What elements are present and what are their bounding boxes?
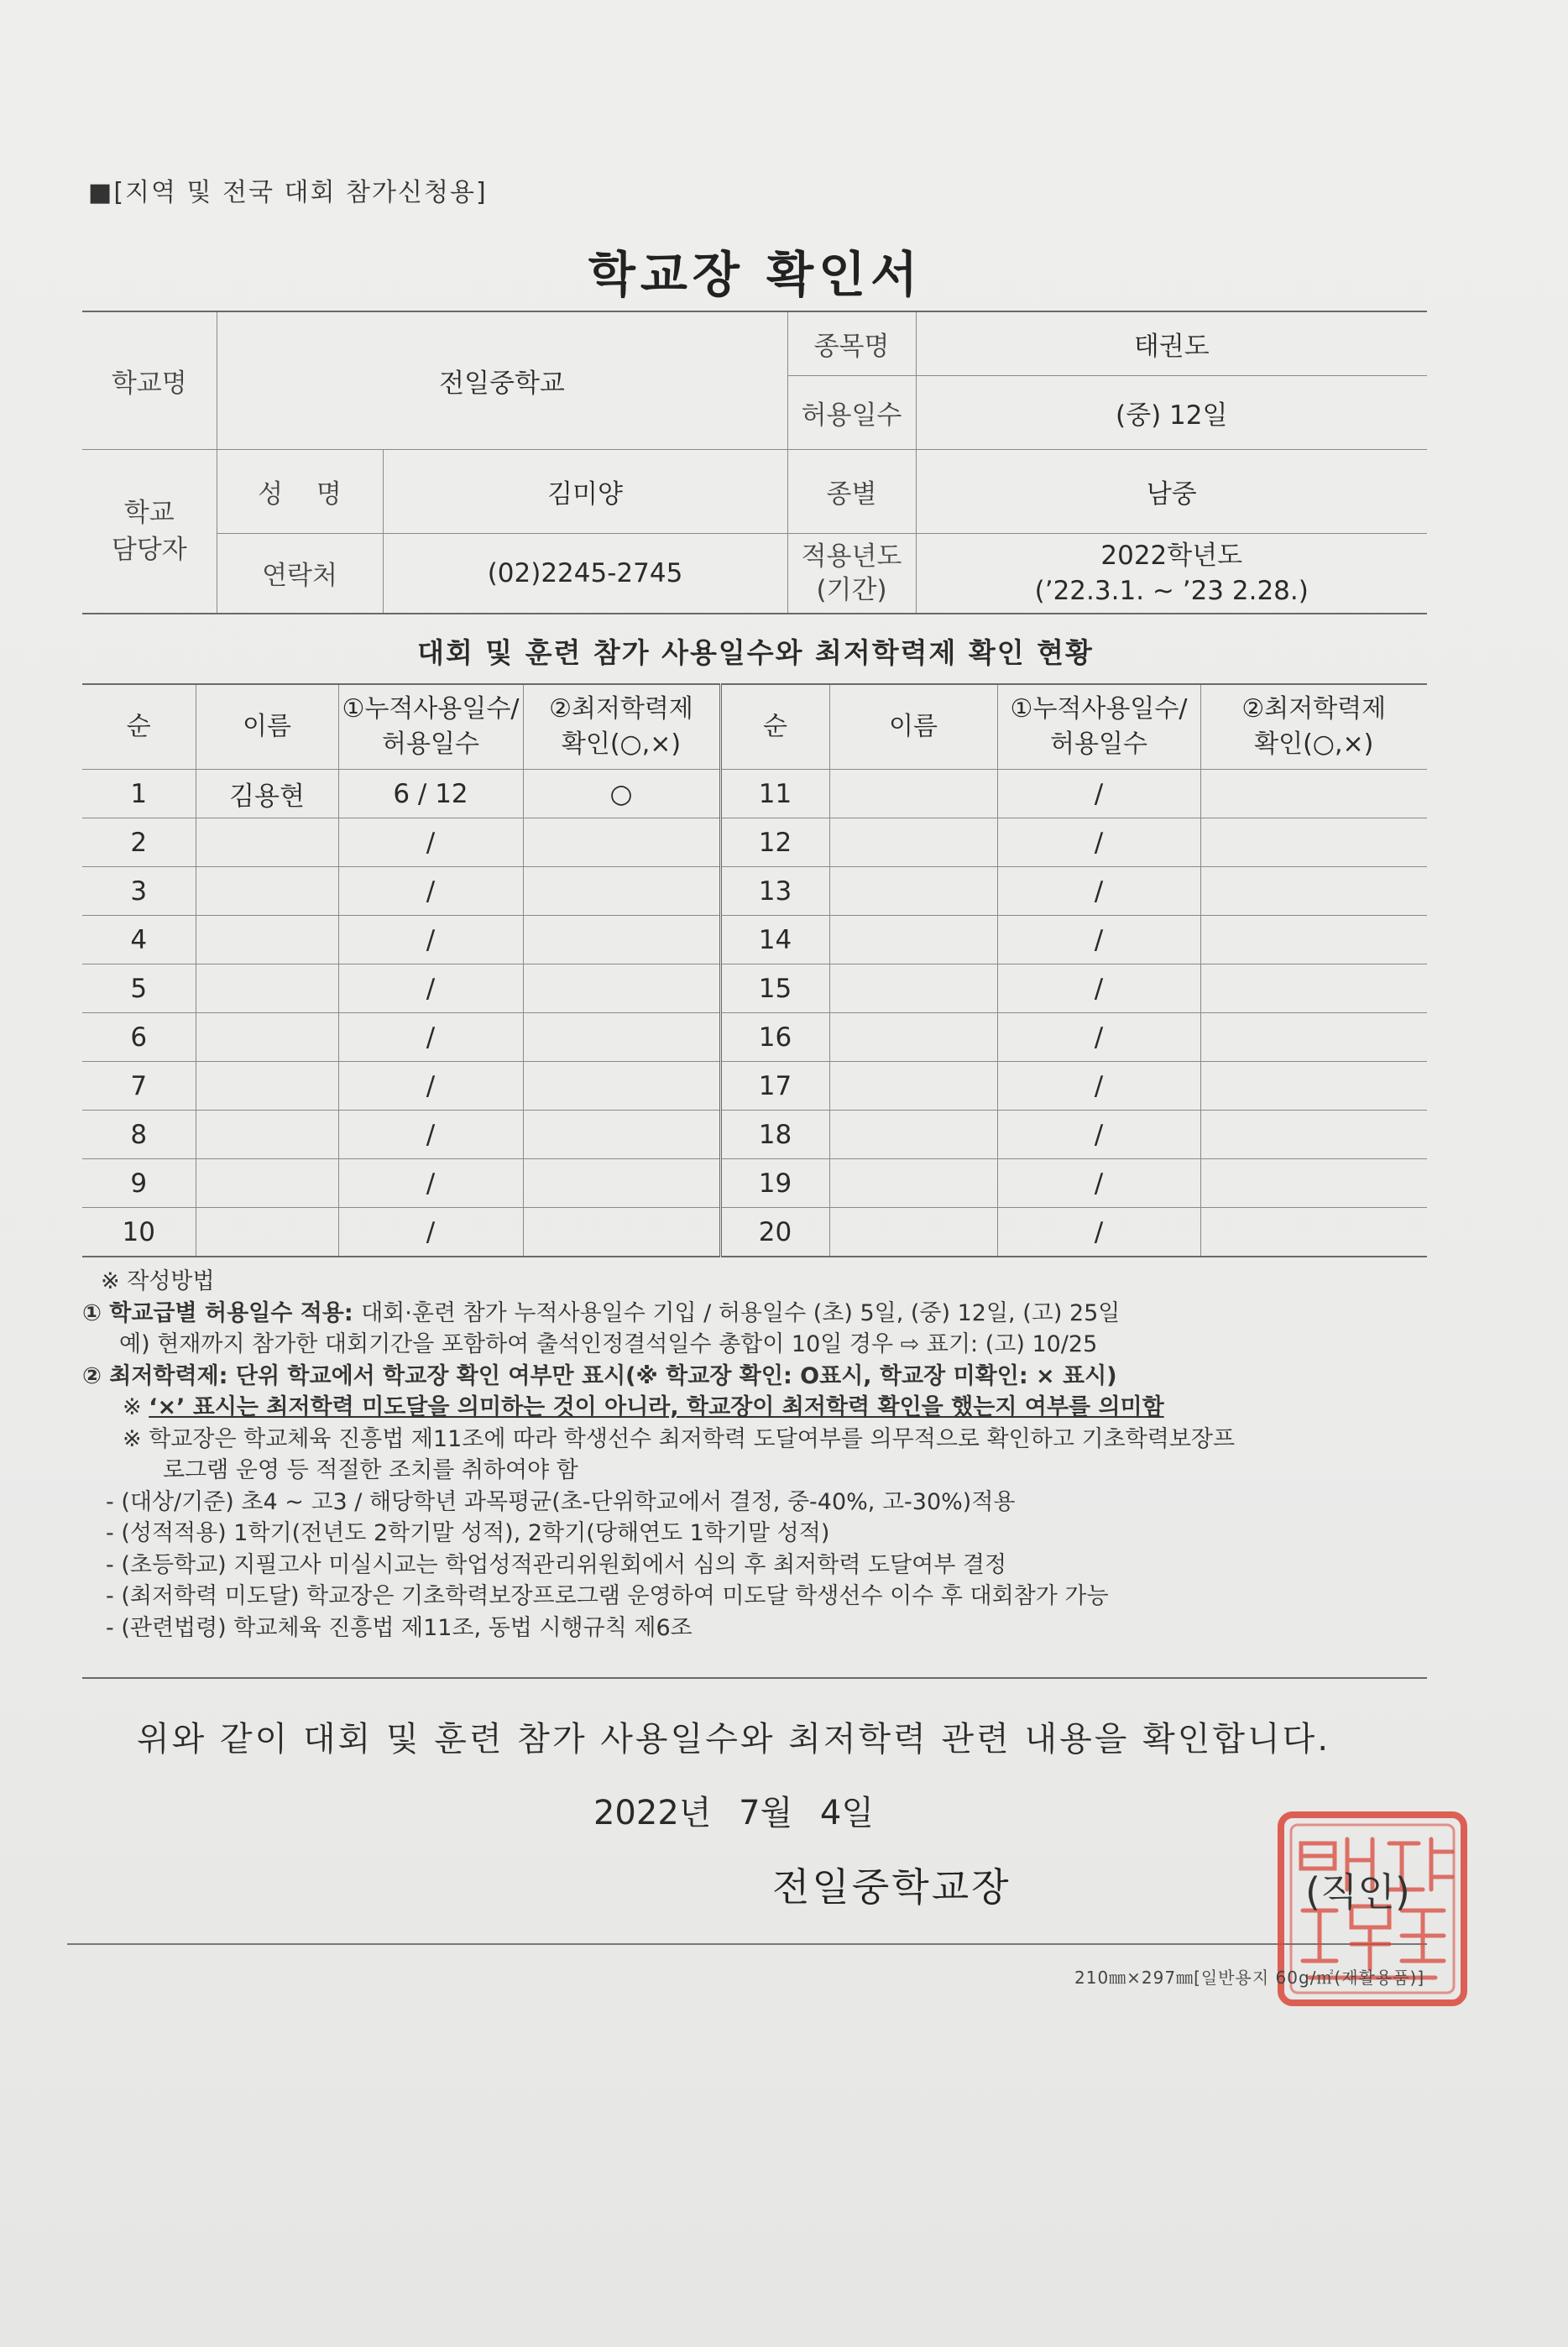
roster-cell-right-name	[829, 964, 997, 1013]
manager-name-value: 김미양	[383, 449, 787, 533]
roster-cell-left-name	[196, 916, 338, 964]
issue-date: 2022년 7월 4일	[593, 1794, 875, 1832]
roster-cell-right-used: /	[997, 1208, 1200, 1257]
principal-title: 전일중학교장	[772, 1864, 1011, 1910]
roster-cell-left-no: 5	[82, 964, 196, 1013]
roster-cell-right-no: 13	[720, 867, 829, 916]
roster-cell-right-name	[829, 916, 997, 964]
roster-cell-left-name	[196, 1159, 338, 1208]
roster-cell-left-no: 7	[82, 1062, 196, 1111]
roster-cell-right-no: 15	[720, 964, 829, 1013]
roster-cell-right-name	[829, 770, 997, 818]
period-label: 적용년도 (기간)	[787, 533, 916, 614]
confirmation-statement: 위와 같이 대회 및 훈련 참가 사용일수와 최저학력 관련 내용을 확인합니다.	[136, 1720, 1331, 1759]
notes-divider	[82, 1677, 1427, 1679]
header-no: 순	[82, 684, 196, 770]
form-usage-tag: ■[지역 및 전국 대회 참가신청용]	[88, 178, 488, 207]
school-info-table	[82, 311, 1427, 614]
school-name-label: 학교명	[82, 311, 217, 449]
roster-cell-right-used: /	[997, 770, 1200, 818]
roster-cell-left-check: ○	[523, 770, 720, 818]
roster-cell-right-no: 11	[720, 770, 829, 818]
roster-cell-left-name	[196, 818, 338, 867]
note-2: ② 최저학력제: 단위 학교에서 학교장 확인 여부만 표시(※ 학교장 확인: O표시, 학교장 미확인: × 표시)	[82, 1362, 1117, 1389]
header-name: 이름	[196, 684, 338, 770]
roster-cell-right-check	[1200, 867, 1427, 916]
roster-cell-left-used: /	[338, 1208, 523, 1257]
school-name-value: 전일중학교	[217, 311, 787, 449]
roster-cell-right-check	[1200, 1111, 1427, 1159]
table-row	[82, 770, 1427, 818]
note-1-text: 대회·훈련 참가 누적사용일수 기입 / 허용일수 (초) 5일, (중) 12일, (고) 25일	[361, 1299, 1121, 1326]
period-value	[916, 533, 1427, 614]
status-section-title: 대회 및 훈련 참가 사용일수와 최저학력제 확인 현황	[417, 636, 1094, 669]
roster-cell-left-used: /	[338, 1013, 523, 1062]
roster-cell-left-name	[196, 867, 338, 916]
footer-divider	[67, 1943, 1427, 1945]
category-label: 종별	[787, 449, 916, 533]
table-row	[82, 1013, 1427, 1062]
header-used-days-right: ①누적사용일수/ 허용일수	[997, 684, 1200, 770]
note-2-sub	[82, 1392, 1427, 1424]
note-1-label: ① 학교급별 허용일수 적용:	[82, 1299, 362, 1326]
note-2-mark: ※	[123, 1394, 149, 1420]
detail-law: - (관련법령) 학교체육 진흥법 제11조, 동법 시행규칙 제6조	[106, 1614, 693, 1641]
note-3-line1: ※ 학교장은 학교체육 진흥법 제11조에 따라 학생선수 최저학력 도달여부를 의무적으로 확인하고 기초학력보장프	[123, 1425, 1236, 1452]
roster-cell-right-name	[829, 818, 997, 867]
sport-value: 태권도	[916, 311, 1427, 375]
roster-cell-left-used: 6 / 12	[338, 770, 523, 818]
roster-cell-right-used: /	[997, 1062, 1200, 1111]
roster-cell-left-no: 2	[82, 818, 196, 867]
roster-cell-left-no: 3	[82, 867, 196, 916]
roster-cell-left-check	[523, 1013, 720, 1062]
roster-cell-right-used: /	[997, 1159, 1200, 1208]
roster-cell-right-check	[1200, 964, 1427, 1013]
period-year: 2022학년도	[1100, 540, 1243, 571]
roster-cell-right-no: 19	[720, 1159, 829, 1208]
roster-cell-left-used: /	[338, 1111, 523, 1159]
roster-cell-right-used: /	[997, 818, 1200, 867]
sport-label: 종목명	[787, 311, 916, 375]
roster-cell-right-check	[1200, 1159, 1427, 1208]
roster-cell-left-check	[523, 1111, 720, 1159]
roster-cell-right-used: /	[997, 964, 1200, 1013]
roster-cell-left-name	[196, 1013, 338, 1062]
roster-cell-right-name	[829, 867, 997, 916]
table-row	[82, 964, 1427, 1013]
roster-cell-left-name	[196, 964, 338, 1013]
roster-cell-right-used: /	[997, 1111, 1200, 1159]
roster-cell-left-used: /	[338, 964, 523, 1013]
roster-cell-right-no: 16	[720, 1013, 829, 1062]
roster-cell-right-no: 20	[720, 1208, 829, 1257]
allowed-days-value: (중) 12일	[916, 375, 1427, 449]
roster-cell-right-name	[829, 1208, 997, 1257]
roster-cell-left-used: /	[338, 1062, 523, 1111]
header-min-check: ②최저학력제 확인(○,×)	[523, 684, 720, 770]
roster-cell-left-check	[523, 818, 720, 867]
roster-cell-right-no: 17	[720, 1062, 829, 1111]
roster-cell-left-used: /	[338, 818, 523, 867]
roster-cell-left-name: 김용현	[196, 770, 338, 818]
roster-cell-right-name	[829, 1013, 997, 1062]
roster-cell-right-check	[1200, 916, 1427, 964]
note-1	[82, 1298, 1427, 1330]
roster-cell-right-check	[1200, 770, 1427, 818]
participation-roster-table	[82, 683, 1427, 1257]
note-3-line2: 로그램 운영 등 적절한 조치를 취하여야 함	[163, 1457, 578, 1483]
table-row	[82, 1159, 1427, 1208]
notes-heading: ※ 작성방법	[101, 1268, 215, 1294]
instructions-section	[82, 1266, 1427, 1644]
roster-cell-left-name	[196, 1208, 338, 1257]
detail-grades: - (성적적용) 1학기(전년도 2학기말 성적), 2학기(당해연도 1학기말 성적)	[106, 1520, 830, 1546]
table-row	[82, 916, 1427, 964]
roster-cell-left-name	[196, 1111, 338, 1159]
table-row	[82, 1111, 1427, 1159]
detail-target: - (대상/기준) 초4 ~ 고3 / 해당학년 과목평균(초-단위학교에서 결정, 중-40%, 고-30%)적용	[106, 1488, 1016, 1515]
roster-cell-left-used: /	[338, 916, 523, 964]
roster-cell-left-check	[523, 964, 720, 1013]
seal-label: (직인)	[1305, 1869, 1410, 1915]
roster-cell-left-name	[196, 1062, 338, 1111]
roster-cell-right-no: 18	[720, 1111, 829, 1159]
contact-value: (02)2245-2745	[383, 533, 787, 614]
roster-cell-right-no: 12	[720, 818, 829, 867]
roster-header-row	[82, 684, 1427, 770]
paper-spec-footer: 210㎜×297㎜[일반용지 60g/㎡(재활용품)]	[1074, 1968, 1425, 1988]
roster-cell-right-used: /	[997, 867, 1200, 916]
roster-cell-left-used: /	[338, 1159, 523, 1208]
roster-cell-left-no: 8	[82, 1111, 196, 1159]
roster-cell-left-check	[523, 1062, 720, 1111]
roster-cell-left-check	[523, 867, 720, 916]
category-value: 남중	[916, 449, 1427, 533]
detail-below-min: - (최저학력 미도달) 학교장은 기초학력보장프로그램 운영하여 미도달 학생선수 이수 후 대회참가 가능	[106, 1583, 1109, 1609]
roster-cell-right-used: /	[997, 916, 1200, 964]
manager-label: 학교 담당자	[82, 449, 217, 614]
roster-cell-right-used: /	[997, 1013, 1200, 1062]
roster-cell-left-check	[523, 1208, 720, 1257]
roster-cell-left-check	[523, 1159, 720, 1208]
roster-cell-right-check	[1200, 1013, 1427, 1062]
roster-cell-right-check	[1200, 1208, 1427, 1257]
table-row	[82, 1208, 1427, 1257]
roster-cell-left-no: 9	[82, 1159, 196, 1208]
roster-cell-right-check	[1200, 1062, 1427, 1111]
contact-label: 연락처	[217, 533, 383, 614]
detail-elementary: - (초등학교) 지필고사 미실시교는 학업성적관리위원회에서 심의 후 최저학력 도달여부 결정	[106, 1551, 1007, 1578]
roster-body	[82, 770, 1427, 1257]
table-row	[82, 1062, 1427, 1111]
allowed-days-label: 허용일수	[787, 375, 916, 449]
roster-cell-right-name	[829, 1159, 997, 1208]
document-title: 학교장 확인서	[588, 246, 923, 303]
table-row	[82, 867, 1427, 916]
header-used-days: ①누적사용일수/ 허용일수	[338, 684, 523, 770]
roster-cell-left-no: 1	[82, 770, 196, 818]
roster-cell-left-no: 6	[82, 1013, 196, 1062]
period-range: (’22.3.1. ~ ’23 2.28.)	[1034, 575, 1309, 606]
roster-cell-left-no: 10	[82, 1208, 196, 1257]
roster-cell-left-used: /	[338, 867, 523, 916]
table-row	[82, 818, 1427, 867]
roster-cell-right-name	[829, 1062, 997, 1111]
note-2-underline: ‘×’ 표시는 최저학력 미도달을 의미하는 것이 아니라, 학교장이 최저학력 확인을 했는지 여부를 의미함	[149, 1394, 1164, 1420]
header-min-check-right: ②최저학력제 확인(○,×)	[1200, 684, 1427, 770]
roster-cell-right-name	[829, 1111, 997, 1159]
note-1-example: 예) 현재까지 참가한 대회기간을 포함하여 출석인정결석일수 총합이 10일 경우 ⇨ 표기: (고) 10/25	[119, 1331, 1098, 1357]
roster-cell-left-no: 4	[82, 916, 196, 964]
roster-cell-right-check	[1200, 818, 1427, 867]
manager-name-label: 성 명	[217, 449, 383, 533]
roster-cell-left-check	[523, 916, 720, 964]
header-no-right: 순	[720, 684, 829, 770]
roster-cell-right-no: 14	[720, 916, 829, 964]
header-name-right: 이름	[829, 684, 997, 770]
